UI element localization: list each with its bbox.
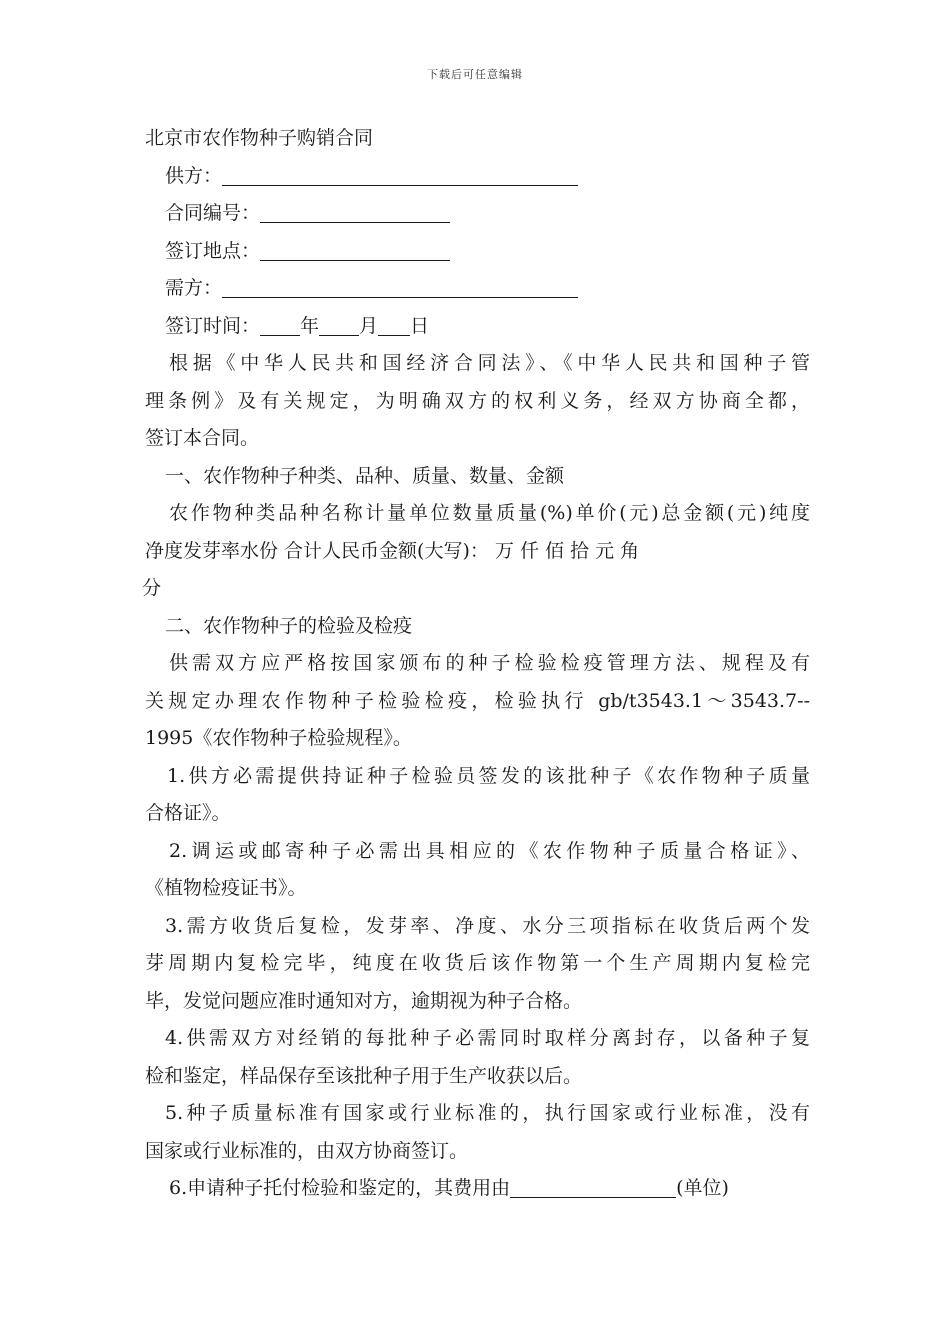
- sign-place-label: 签订地点：: [165, 239, 261, 262]
- year-blank[interactable]: [260, 310, 300, 336]
- section2-line: 1995《农作物种子检验规程》。: [145, 727, 412, 749]
- item-4-line: 4.供需双方对经销的每批种子必需同时取样分离封存，以备种子复: [165, 1027, 810, 1049]
- supplier-label: 供方：: [165, 164, 223, 187]
- section2-line: 供需双方应严格按国家颁布的种子检验检疫管理方法、规程及有: [169, 652, 810, 674]
- item-3-line: 毕，发觉问题应准时通知对方，逾期视为种子合格。: [145, 989, 583, 1012]
- buyer-label: 需方：: [165, 277, 223, 299]
- item-4-line: 检和鉴定，样品保存至该批种子用于生产收获以后。: [145, 1064, 583, 1087]
- item-6-line: [145, 1170, 810, 1208]
- item-5-line: 5.种子质量标准有国家或行业标准的，执行国家或行业标准，没有: [165, 1102, 810, 1124]
- item-2-line: 2.调运或邮寄种子必需出具相应的《农作物种子质量合格证》、: [169, 839, 810, 862]
- contract-no-label: 合同编号：: [165, 202, 261, 224]
- contract-body: [142, 120, 810, 1208]
- month-blank[interactable]: [319, 310, 359, 336]
- sign-place-field: [145, 233, 810, 271]
- day-blank[interactable]: [378, 310, 410, 336]
- item-6-suffix: (单位): [676, 1177, 729, 1199]
- supplier-field: [145, 158, 810, 196]
- item-3-line: 芽周期内复检完毕，纯度在收货后该作物第一个生产周期内复检完: [145, 952, 810, 974]
- intro-line: 根据《中华人民共和国经济合同法》、《中华人民共和国种子管: [169, 352, 810, 374]
- section1-line: 分: [142, 577, 162, 599]
- item-5-line: 国家或行业标准的，由双方协商签订。: [145, 1139, 469, 1162]
- sign-time-field: [145, 308, 810, 346]
- sign-place-blank[interactable]: [260, 235, 450, 261]
- intro-line: 理条例》及有关规定，为明确双方的权利义务，经双方协商全都，: [145, 389, 810, 412]
- header-note: 下载后可任意编辑: [427, 68, 523, 81]
- payer-blank[interactable]: [510, 1172, 676, 1198]
- buyer-field: [145, 270, 810, 308]
- year-label: 年: [300, 314, 320, 337]
- buyer-blank[interactable]: [222, 272, 578, 298]
- day-label: 日: [410, 314, 430, 337]
- intro-line: 签订本合同。: [145, 427, 260, 449]
- supplier-blank[interactable]: [222, 160, 578, 186]
- sign-time-label: 签订时间：: [165, 314, 261, 337]
- contract-no-field: [145, 195, 810, 233]
- section2-line: 关规定办理农作物种子检验检疫，检验执行 gb/t3543.1～3543.7--: [145, 689, 810, 712]
- item-3-line: 3.需方收货后复检，发芽率、净度、水分三项指标在收货后两个发: [165, 914, 810, 937]
- item-1-line: 合格证》。: [145, 802, 231, 824]
- contract-no-blank[interactable]: [260, 197, 450, 223]
- section2-heading: 二、农作物种子的检验及检疫: [165, 614, 413, 637]
- item-6-prefix: 6.申请种子托付检验和鉴定的，其费用由: [169, 1177, 511, 1199]
- item-1-line: 1.供方必需提供持证种子检验员签发的该批种子《农作物种子质量: [167, 764, 810, 787]
- section1-line: 农作物种类品种名称计量单位数量质量(%)单价(元)总金额(元)纯度: [169, 502, 810, 524]
- month-label: 月: [359, 314, 379, 337]
- section1-line: 净度发芽率水份 合计人民币金额(大写)： 万 仟 佰 拾 元 角: [145, 539, 640, 562]
- item-2-line: 《植物检疫证书》。: [145, 877, 307, 899]
- section1-heading: 一、农作物种子种类、品种、质量、数量、金额: [165, 464, 565, 487]
- contract-title: 北京市农作物种子购销合同: [145, 127, 374, 149]
